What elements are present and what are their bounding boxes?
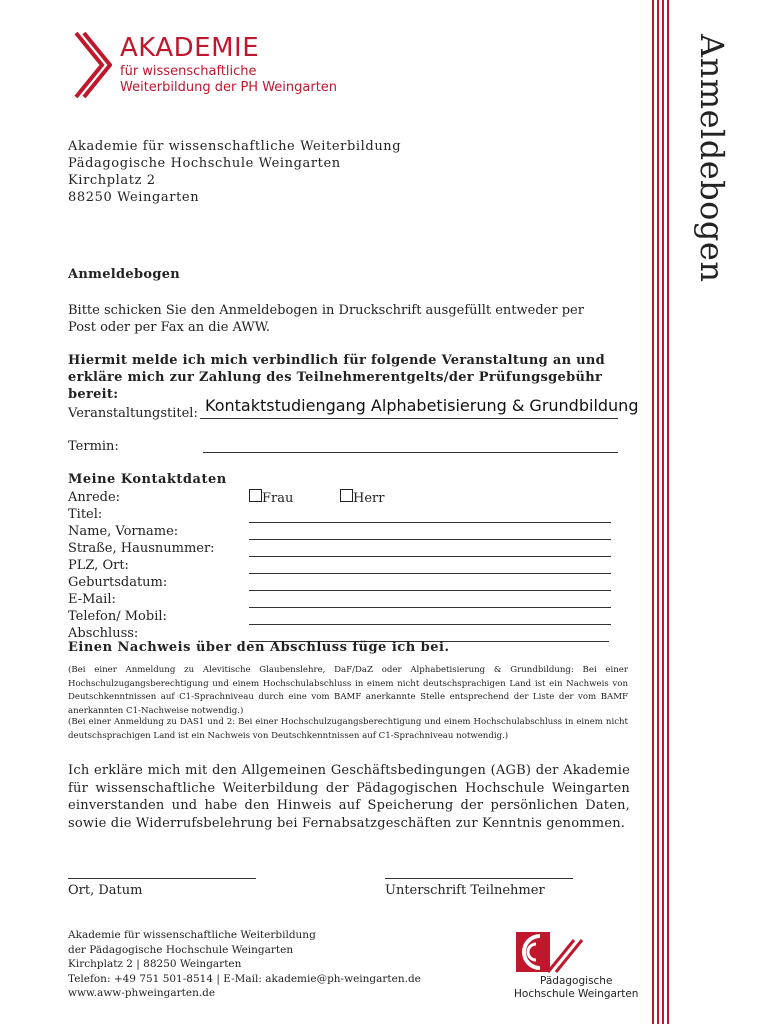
herr-label: Herr xyxy=(353,491,385,506)
address-line: Pädagogische Hochschule Weingarten xyxy=(68,156,341,171)
side-title: Anmeldebogen xyxy=(693,34,731,283)
proof-statement: Einen Nachweis über den Abschluss füge ich bei. xyxy=(68,640,450,655)
form-heading: Anmeldebogen xyxy=(68,267,181,282)
footer-line: Kirchplatz 2 | 88250 Weingarten xyxy=(68,958,242,970)
salutation-herr[interactable] xyxy=(340,489,384,506)
signature-line[interactable] xyxy=(385,878,573,879)
field-label: Name, Vorname: xyxy=(68,524,179,539)
frau-label: Frau xyxy=(262,491,294,506)
side-stripe-1 xyxy=(652,0,654,1024)
event-title-line[interactable] xyxy=(200,418,618,419)
logo-title: AKADEMIE xyxy=(120,33,260,63)
event-date-line[interactable] xyxy=(203,452,618,453)
ph-logo-line2: Hochschule Weingarten xyxy=(514,988,639,1000)
field-label: Geburtsdatum: xyxy=(68,575,168,590)
registration-statement: Hiermit melde ich mich verbindlich für folgende Veranstaltung an und erkläre mich zur Zahlung des Teilnehmerentgelts/der Prüfungsgebühr bereit: xyxy=(68,353,606,402)
footer-line: der Pädagogische Hochschule Weingarten xyxy=(68,943,294,956)
herr-checkbox[interactable] xyxy=(340,489,353,502)
akademie-chevron-icon xyxy=(72,30,112,100)
address-line: Akademie für wissenschaftliche Weiterbildung xyxy=(68,139,402,154)
field-label: Telefon/ Mobil: xyxy=(68,609,167,624)
birthdate-field-line[interactable] xyxy=(249,590,611,591)
field-label: Titel: xyxy=(68,507,103,522)
note-text-1: (Bei einer Anmeldung zu Alevitische Glaubenslehre, DaF/DaZ oder Alphabetisierung & Grundbildung: Bei einer Hochschulzugangsberechtigung und einem Hochschulabschluss in einem nicht deutschsprachigen Land ist ein Nachweis von Deutschkenntnissen auf C1-Sprachniveau durch eine vom BAMF anerkannte Stelle entsprechend der Liste der vom BAMF anerkannten C1-Nachweise notwendig.) xyxy=(68,665,628,716)
salutation-frau[interactable] xyxy=(249,489,293,506)
side-stripe-4 xyxy=(667,0,669,1024)
field-label: Straße, Hausnummer: xyxy=(68,541,215,556)
ph-weingarten-logo-text xyxy=(514,975,638,1001)
event-date-label: Termin: xyxy=(68,439,119,454)
event-title-label: Veranstaltungstitel: xyxy=(68,406,198,421)
side-stripe-3 xyxy=(662,0,664,1024)
phone-field-line[interactable] xyxy=(249,624,611,625)
frau-checkbox[interactable] xyxy=(249,489,262,502)
field-label: Abschluss: xyxy=(68,626,139,641)
footer-address xyxy=(68,928,421,1001)
footer-line: www.aww-phweingarten.de xyxy=(68,987,216,999)
side-stripe-2 xyxy=(657,0,659,1024)
name-field-line[interactable] xyxy=(249,539,611,540)
logo-subtitle-1: für wissenschaftliche xyxy=(120,64,257,79)
address-line: 88250 Weingarten xyxy=(68,190,200,205)
email-field-line[interactable] xyxy=(249,607,611,608)
footer-line: Akademie für wissenschaftliche Weiterbildung xyxy=(68,929,316,941)
intro-text: Bitte schicken Sie den Anmeldebogen in Druckschrift ausgefüllt entweder per Post oder per Fax an die AWW. xyxy=(68,303,584,335)
event-title-value[interactable]: Kontaktstudiengang Alphabetisierung & Grundbildung xyxy=(205,396,639,415)
street-field-line[interactable] xyxy=(249,556,611,557)
signature-label: Unterschrift Teilnehmer xyxy=(385,883,545,898)
footer-line: Telefon: +49 751 501-8514 | E-Mail: akademie@ph-weingarten.de xyxy=(68,972,421,985)
title-field-line[interactable] xyxy=(249,522,611,523)
address-line: Kirchplatz 2 xyxy=(68,173,156,188)
zip-city-field-line[interactable] xyxy=(249,573,611,574)
note-text-2: (Bei einer Anmeldung zu DAS1 und 2: Bei einer Hochschulzugangsberechtigung und einem Hochschulabschluss in einem nicht deutschsprachigen Land ist ein Nachweis von Deutschkenntnissen auf C1-Sprachniveau notwendig.) xyxy=(68,717,628,741)
place-date-label: Ort, Datum xyxy=(68,883,143,898)
place-date-line[interactable] xyxy=(68,878,256,879)
field-label: PLZ, Ort: xyxy=(68,558,129,573)
field-label: Anrede: xyxy=(68,490,121,505)
ph-logo-line1: Pädagogische xyxy=(540,975,613,987)
field-label: E-Mail: xyxy=(68,592,116,607)
logo-subtitle-2: Weiterbildung der PH Weingarten xyxy=(120,80,338,95)
contact-heading: Meine Kontaktdaten xyxy=(68,472,227,487)
terms-agreement: Ich erkläre mich mit den Allgemeinen Geschäftsbedingungen (AGB) der Akademie für wissenschaftliche Weiterbildung der Pädagogischen Hochschule Weingarten einverstanden und habe den Hinweis auf Speicherung der persönlichen Daten, sowie die Widerrufsbelehrung bei Fernabsatzgeschäften zur Kenntnis genommen. xyxy=(68,763,630,831)
ph-weingarten-logo-icon xyxy=(512,928,592,976)
contact-labels xyxy=(68,489,215,642)
recipient-address xyxy=(68,138,401,206)
